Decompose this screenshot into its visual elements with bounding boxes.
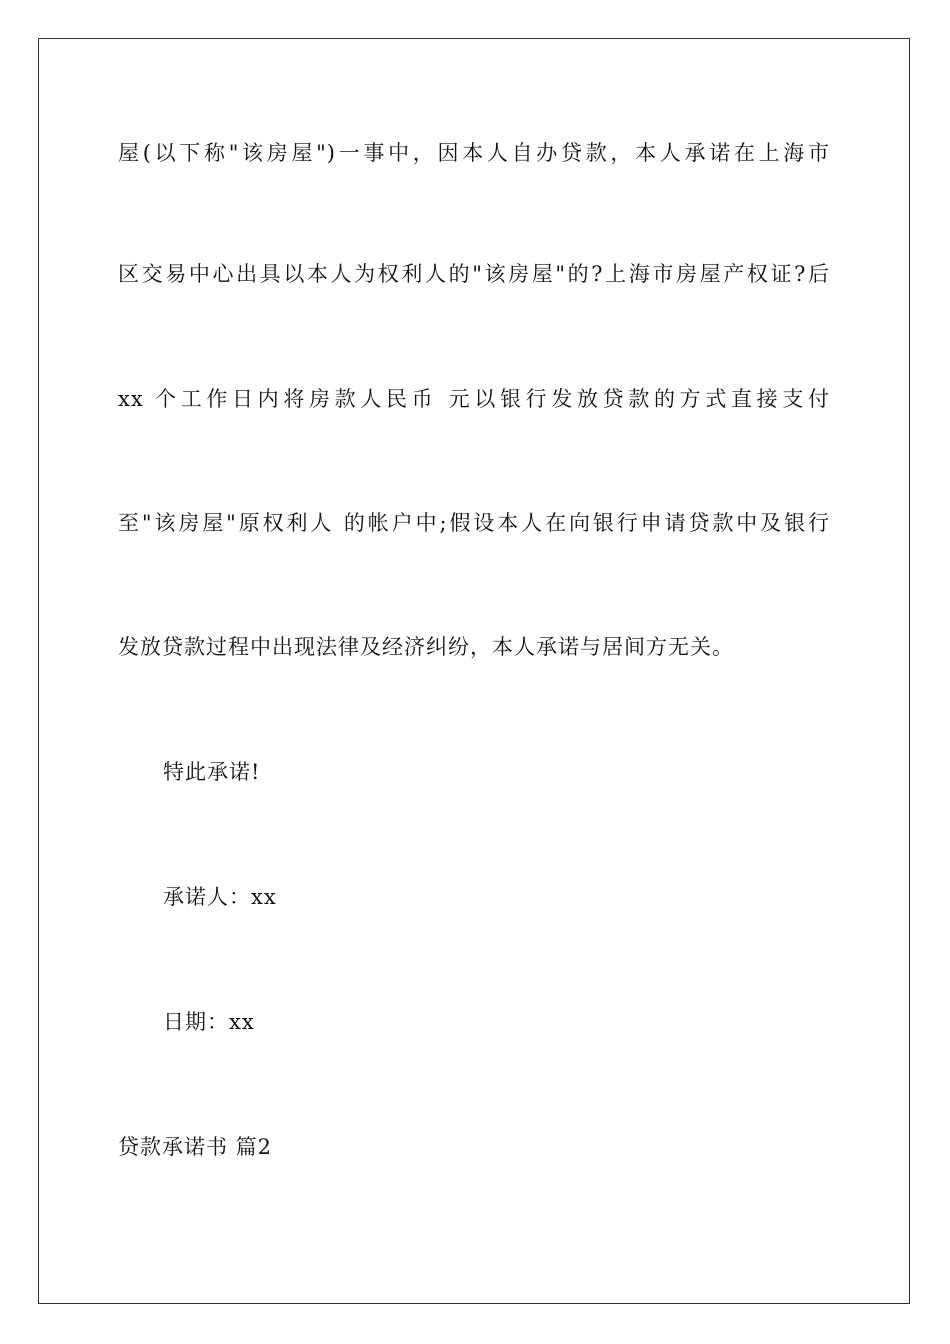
body-line-3: xx 个工作日内将房款人民币 元以银行发放贷款的方式直接支付: [118, 387, 830, 411]
closing-statement: 特此承诺!: [163, 760, 261, 784]
promisor-line: 承诺人：xx: [163, 885, 277, 909]
body-line-5: 发放贷款过程中出现法律及经济纠纷，本人承诺与居间方无关。: [118, 635, 734, 659]
section-title: 贷款承诺书 篇2: [118, 1135, 273, 1159]
body-line-2: 区交易中心出具以本人为权利人的"该房屋"的?上海市房屋产权证?后: [118, 262, 830, 286]
body-line-4: 至"该房屋"原权利人 的帐户中;假设本人在向银行申请贷款中及银行: [118, 511, 830, 535]
date-line: 日期：xx: [163, 1010, 255, 1034]
body-line-1: 屋(以下称"该房屋")一事中，因本人自办贷款，本人承诺在上海市: [118, 141, 830, 165]
page-frame: [38, 38, 910, 1304]
